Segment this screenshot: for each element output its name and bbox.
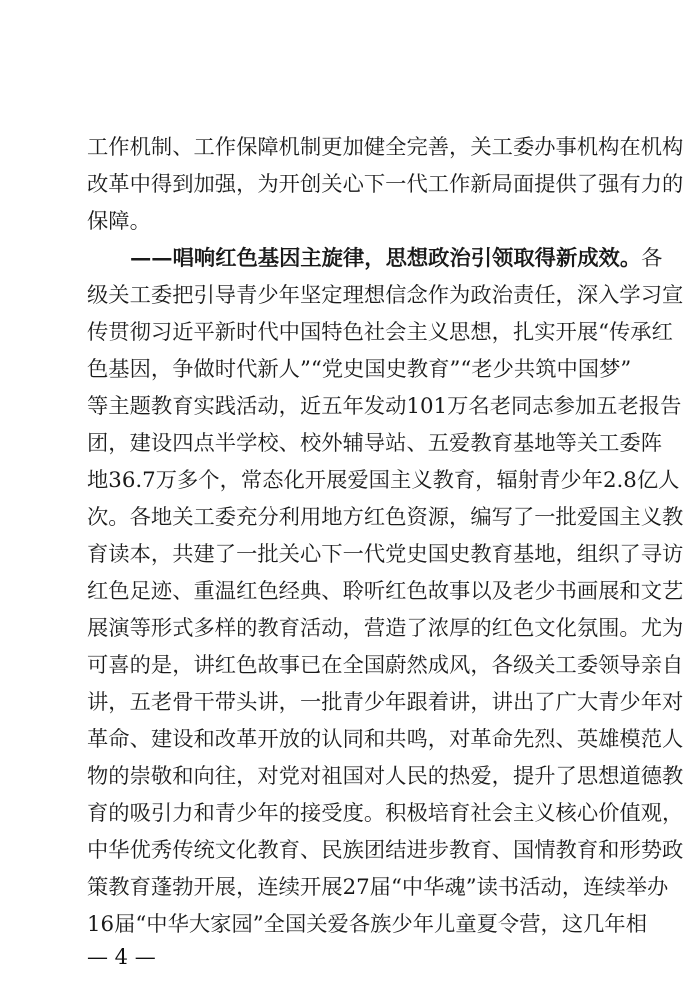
paragraph-2-line: 讲，五老骨干带头讲，一批青少年跟着讲，讲出了广大青少年对 bbox=[87, 690, 684, 715]
paragraph-2-line: 策教育蓬勃开展，连续开展27届“中华魂”读书活动，连续举办 bbox=[87, 875, 669, 900]
paragraph-2-line: 级关工委把引导青少年坚定理想信念作为政治责任，深入学习宣 bbox=[87, 283, 684, 308]
paragraph-2-line: 传贯彻习近平新时代中国特色社会主义思想，扎实开展“传承红 bbox=[87, 320, 673, 345]
paragraph-1-line-3: 保障。 bbox=[87, 209, 151, 234]
paragraph-2-line: 可喜的是，讲红色故事已在全国蔚然成风，各级关工委领导亲自 bbox=[87, 653, 684, 678]
paragraph-2-line: 红色足迹、重温红色经典、聆听红色故事以及老少书画展和文艺 bbox=[87, 579, 684, 604]
paragraph-2-line: 展演等形式多样的教育活动，营造了浓厚的红色文化氛围。尤为 bbox=[87, 616, 684, 641]
paragraph-2-line: 育的吸引力和青少年的接受度。积极培育社会主义核心价值观， bbox=[87, 801, 684, 826]
paragraph-2-line: 色基因，争做时代新人”“党史国史教育”“老少共筑中国梦” bbox=[87, 357, 632, 382]
paragraph-1-line-2: 改革中得到加强，为开创关心下一代工作新局面提供了强有力的 bbox=[87, 172, 684, 197]
paragraph-2-line: 物的崇敬和向往，对党对祖国对人民的热爱，提升了思想道德教 bbox=[87, 764, 684, 789]
paragraph-2-line: 中华优秀传统文化教育、民族团结进步教育、国情教育和形势政 bbox=[87, 838, 684, 863]
paragraph-1-line-1: 工作机制、工作保障机制更加健全完善，关工委办事机构在机构 bbox=[87, 135, 684, 160]
heading-line-continuation: 各 bbox=[641, 246, 663, 271]
paragraph-2-line: 次。各地关工委充分利用地方红色资源，编写了一批爱国主义教 bbox=[87, 505, 684, 530]
section-heading: ——唱响红色基因主旋律，思想政治引领取得新成效。 bbox=[130, 246, 642, 271]
paragraph-2-line: 革命、建设和改革开放的认同和共鸣，对革命先烈、英雄模范人 bbox=[87, 727, 684, 752]
paragraph-2-line: 16届“中华大家园”全国关爱各族少年儿童夏令营，这几年相 bbox=[87, 912, 648, 937]
paragraph-2-line: 育读本，共建了一批关心下一代党史国史教育基地，组织了寻访 bbox=[87, 542, 684, 567]
paragraph-2-line: 团，建设四点半学校、校外辅导站、五爱教育基地等关工委阵 bbox=[87, 431, 663, 456]
page-number: — 4 — bbox=[87, 945, 156, 969]
paragraph-2-line: 地36.7万多个，常态化开展爱国主义教育，辐射青少年2.8亿人 bbox=[87, 468, 680, 493]
paragraph-2-first-line bbox=[130, 241, 663, 277]
paragraph-2-line: 等主题教育实践活动，近五年发动101万名老同志参加五老报告 bbox=[87, 394, 682, 419]
